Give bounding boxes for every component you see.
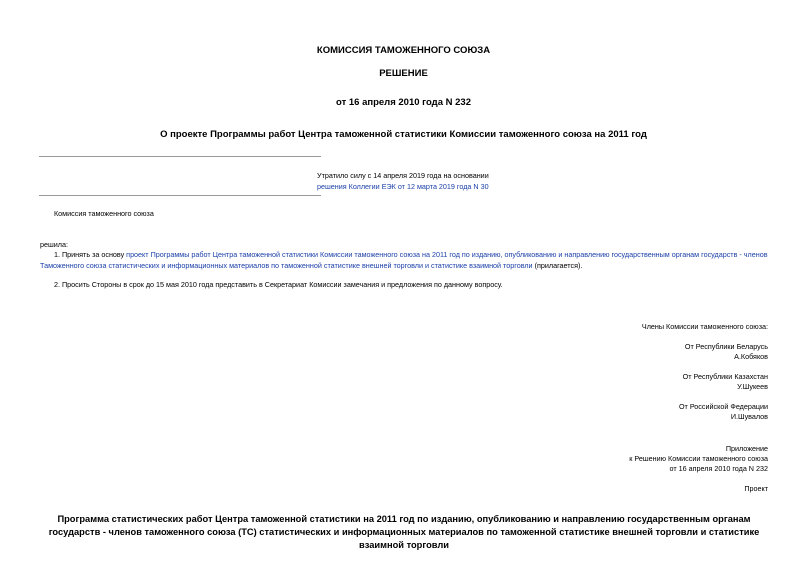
- resolution-item-1: [40, 249, 768, 271]
- member-country: От Российской Федерации: [678, 402, 768, 411]
- signatures-heading: Члены Комиссии таможенного союза:: [641, 322, 768, 331]
- repeal-notice: Утратило силу с 14 апреля 2019 года на основании: [317, 171, 489, 180]
- doc-type-heading: РЕШЕНИЕ: [379, 68, 428, 79]
- appendix-label: Приложение: [725, 444, 768, 453]
- divider-top: [39, 156, 321, 157]
- member-country: От Республики Беларусь: [684, 342, 768, 351]
- member-name: А.Кобяков: [734, 352, 768, 361]
- doc-title: О проекте Программы работ Центра таможенной статистики Комиссии таможенного союза на 2011 год: [160, 129, 647, 140]
- org-heading: КОМИССИЯ ТАМОЖЕННОГО СОЮЗА: [316, 45, 491, 56]
- appendix-date: от 16 апреля 2010 года N 232: [669, 464, 768, 473]
- repeal-notice-link[interactable]: решения Коллегии ЕЭК от 12 марта 2019 года N 30: [317, 182, 489, 191]
- resolution-item-2: 2. Просить Стороны в срок до 15 мая 2010 года представить в Секретариат Комиссии замечания и предложения по данному вопросу.: [54, 280, 503, 289]
- resolved-label: решила:: [40, 240, 68, 249]
- draft-program-link[interactable]: проект Программы работ Центра таможенной статистики Комиссии таможенного союза на 2011 год по изданию, опубликованию и направлению государственным органам государств - членов Таможенного союза статистических и информационных материалов по таможенной статистике внешней торговли и статистике взаимной торговли: [40, 250, 768, 270]
- issuer-text: Комиссия таможенного союза: [54, 209, 154, 218]
- item1-prefix: 1. Принять за основу: [54, 250, 127, 259]
- member-name: И.Шувалов: [730, 412, 768, 421]
- appendix-status: Проект: [744, 484, 768, 493]
- program-title: Программа статистических работ Центра таможенной статистики на 2011 год по изданию, опубликованию и направлению государственным органам государств - членов таможенного союза (ТС) статистических и информационных материалов по таможенной статистике внешней торговли и статистике взаимной торговли: [48, 514, 760, 550]
- member-country: От Республики Казахстан: [682, 372, 768, 381]
- item1-suffix: (прилагается).: [532, 261, 583, 270]
- divider-bottom: [39, 195, 321, 196]
- doc-date-number: от 16 апреля 2010 года N 232: [336, 97, 471, 108]
- appendix-ref: к Решению Комиссии таможенного союза: [629, 454, 768, 463]
- member-name: У.Шукеев: [737, 382, 768, 391]
